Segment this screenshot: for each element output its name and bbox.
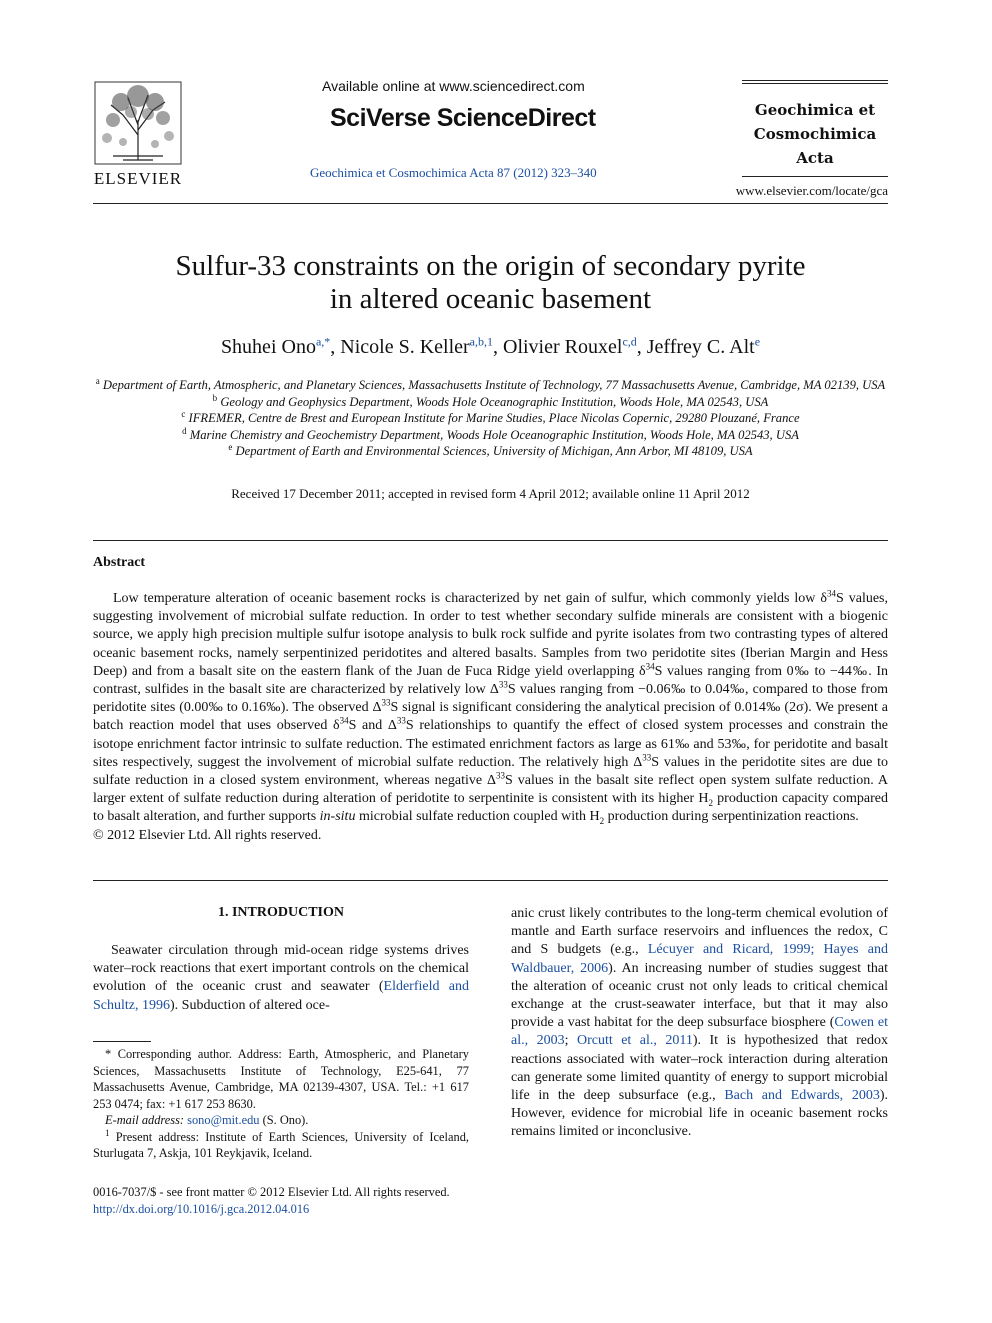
affil-text: IFREMER, Centre de Brest and European Institute for Marine Studies, Place Nicolas Copernic, 29280 Plouzané, France [188, 411, 800, 425]
title-line-1: Sulfur-33 constraints on the origin of secondary pyrite [175, 250, 806, 282]
journal-url[interactable]: www.elsevier.com/locate/gca [735, 183, 888, 198]
author-affil-marker[interactable]: e [754, 334, 761, 349]
affil-text: Department of Earth and Environmental Sciences, University of Michigan, Ann Arbor, MI 48109, USA [235, 444, 753, 458]
intro-right-column: anic crust likely contributes to the long-term chemical evolution of mantle and Earth surface reservoirs and influences the redox, C and S budgets (e.g., Lécuyer and Ricard, 1999; Hayes and Waldbauer, 2006). An increasing number of studies suggest that the alteration of oceanic crust not only leads to critical chemical exchange at the crust-seawater interface, but that it may also provide a vast habitat for the deep subsurface biosphere (Cowen et al., 2003; Orcutt et al., 2011). It is hypothesized that redox reactions associated with water–rock interaction during alteration can generate some limited quantity of energy to support microbial life in the deep subsurface (e.g., Bach and Edwards, 2003). However, evidence for microbial life in oceanic basement rocks remains limited or inconclusive. [511, 906, 889, 1140]
citation-link[interactable]: Bach and Edwards, 2003 [724, 1088, 880, 1104]
abstract-heading: Abstract [93, 555, 146, 570]
article-title [93, 250, 888, 316]
present-address-note [93, 1129, 469, 1162]
affil-text: Geology and Geophysics Department, Woods Hole Oceanographic Institution, Woods Hole, MA 02543, USA [220, 394, 769, 409]
author-name: Shuhei Ono [220, 336, 316, 358]
journal-title-box [742, 80, 888, 179]
email-link[interactable]: sono@mit.edu [187, 1113, 260, 1127]
affiliation [93, 410, 888, 427]
email-label: E-mail address: [105, 1113, 185, 1127]
elsevier-tree-icon [93, 80, 183, 166]
journal-line-3: Acta [796, 149, 834, 167]
front-matter [93, 1184, 513, 1217]
affiliation [93, 377, 888, 394]
affil-marker: b [212, 392, 218, 403]
author-name: Jeffrey C. Alt [646, 336, 755, 358]
journal-line-2: Cosmochimica [753, 125, 877, 143]
footnote-marker: 1 [105, 1127, 110, 1138]
available-online: Available online at www.sciencedirect.com [322, 78, 585, 94]
email-suffix: (S. Ono). [262, 1113, 309, 1127]
affil-marker: d [182, 425, 187, 436]
title-line-2: in altered oceanic basement [329, 283, 652, 315]
received-dates: Received 17 December 2011; accepted in revised form 4 April 2012; available online 11 April 2012 [231, 486, 750, 501]
abstract-paragraph: Low temperature alteration of oceanic basement rocks is characterized by net gain of sulfur, which commonly yields low $\delta^{34}S$ values, suggesting involvement of microbial sulfate reduction. In order to test whether secondary sulfide minerals are consistent with a biogenic source, we apply high precision multiple sulfur isotope analysis to bulk rock sulfide and pyrite isolates from two contrasting types of altered oceanic basement rocks, namely serpentinized peridotites and altered basalts. Samples from two peridotite sites (Iberian Margin and Hess Deep) and from a basalt site on the eastern flank of the Juan de Fuca Ridge yield overlapping $\delta^{34}S$ values ranging from 0‰ to −44‰. In contrast, sulfides in the basalt site are characterized by relatively low $\Delta^{33}S$ values ranging from −0.06‰ to 0.04‰, compared to those from peridotite sites (0.00‰ to 0.16‰). The observed $\Delta^{33}S$ signal is significant considering the analytical precision of 0.014‰ (2σ). We present a batch reaction model that uses observed $\delta^{34}S$ and $\Delta^{33}S$ relationships to quantify the effect of closed system processes and constrain the isotope enrichment factor intrinsic to sulfate reduction. The estimated enrichment factors as large as 61‰ and 53‰, for peridotite and basalt sites respectively, suggest the involvement of microbial sulfate reduction. The relatively high $\Delta^{33}S$ values in the peridotite sites are due to sulfate reduction in a closed system environment, whereas negative $\Delta^{33}S$ values in the basalt site reflect open system sulfate reduction. A larger extent of sulfate reduction during alteration of peridotite to serpentinite is consistent with its higher $H_2$ production capacity compared to basalt alteration, and further supports in-situ microbial sulfate reduction coupled with $H_2$ production during serpentinization reactions. [93, 588, 889, 827]
affil-text: Marine Chemistry and Geochemistry Department, Woods Hole Oceanographic Institution, Woods Hole, MA 02543, USA [189, 427, 799, 442]
affiliation [93, 394, 888, 411]
affiliations [93, 377, 888, 460]
footnotes [93, 1046, 469, 1162]
header-divider [93, 203, 888, 204]
sciencedirect-brand[interactable]: SciVerse ScienceDirect [330, 104, 596, 132]
doi-link[interactable]: http://dx.doi.org/10.1016/j.gca.2012.04.016 [93, 1201, 310, 1216]
affil-marker: a [95, 375, 100, 386]
publisher-name: ELSEVIER [93, 169, 183, 188]
intro-left-column: Seawater circulation through mid-ocean ridge systems drives water–rock reactions that exert important controls on the chemical evolution of the oceanic crust and seawater (Elderfield and Schultz, 1996). Subduction of altered oce- [93, 943, 469, 1013]
footnote-rule [93, 1041, 151, 1042]
present-address-text: Present address: Institute of Earth Sciences, University of Iceland, Sturlugata 7, Askja, 101 Reykjavik, Iceland. [93, 1129, 469, 1160]
affiliation [93, 427, 888, 444]
elsevier-logo [93, 80, 183, 188]
author-affil-marker[interactable]: a,b,1 [469, 334, 493, 349]
citation-link[interactable]: Lécuyer and Ricard, 1999; Hayes and Waldbauer, 2006 [511, 942, 888, 976]
author-list: Shuhei Ono$^{a,*}$, Nicole S. Keller$^{a,b,1}$, Olivier Rouxel$^{c,d}$, Jeffrey C. Alt$^e$ [220, 334, 761, 358]
citation-link[interactable]: Cowen et al., 2003 [511, 1015, 889, 1049]
author-name: Nicole S. Keller [340, 336, 470, 358]
citation-link[interactable]: Orcutt et al., 2011 [576, 1033, 693, 1049]
abstract-copyright: © 2012 Elsevier Ltd. All rights reserved. [93, 827, 322, 843]
section-heading: 1. INTRODUCTION [217, 905, 344, 920]
abstract-top-rule [93, 540, 888, 541]
journal-citation[interactable]: Geochimica et Cosmochimica Acta 87 (2012) 323–340 [310, 165, 597, 180]
corresponding-author-note: * Corresponding author. Address: Earth, Atmospheric, and Planetary Sciences, Massachusetts Institute of Technology, E25-641, 77 Massachusetts Avenue, Cambridge, MA 02139-4307, USA. Tel.: +1 617 253 0474; fax: +1 617 253 8630. [93, 1047, 469, 1111]
affiliation [93, 443, 888, 460]
affil-marker: c [181, 408, 186, 419]
affil-text: Department of Earth, Atmospheric, and Planetary Sciences, Massachusetts Institute of Technology, 77 Massachusetts Avenue, Cambridge, MA 02139, USA [102, 378, 886, 392]
email-note [93, 1112, 469, 1129]
author-name: Olivier Rouxel [503, 336, 623, 358]
issn-line: 0016-7037/$ - see front matter © 2012 Elsevier Ltd. All rights reserved. [93, 1185, 450, 1199]
citation-link[interactable]: Elderfield and Schultz, 1996 [93, 979, 469, 1013]
abstract-bottom-rule [93, 880, 888, 881]
affil-marker: e [228, 441, 233, 452]
abstract-body [93, 590, 888, 845]
author-affil-marker[interactable]: c,d [622, 334, 637, 349]
author-affil-marker[interactable]: a,* [315, 334, 331, 349]
journal-line-1: Geochimica et [754, 101, 876, 119]
